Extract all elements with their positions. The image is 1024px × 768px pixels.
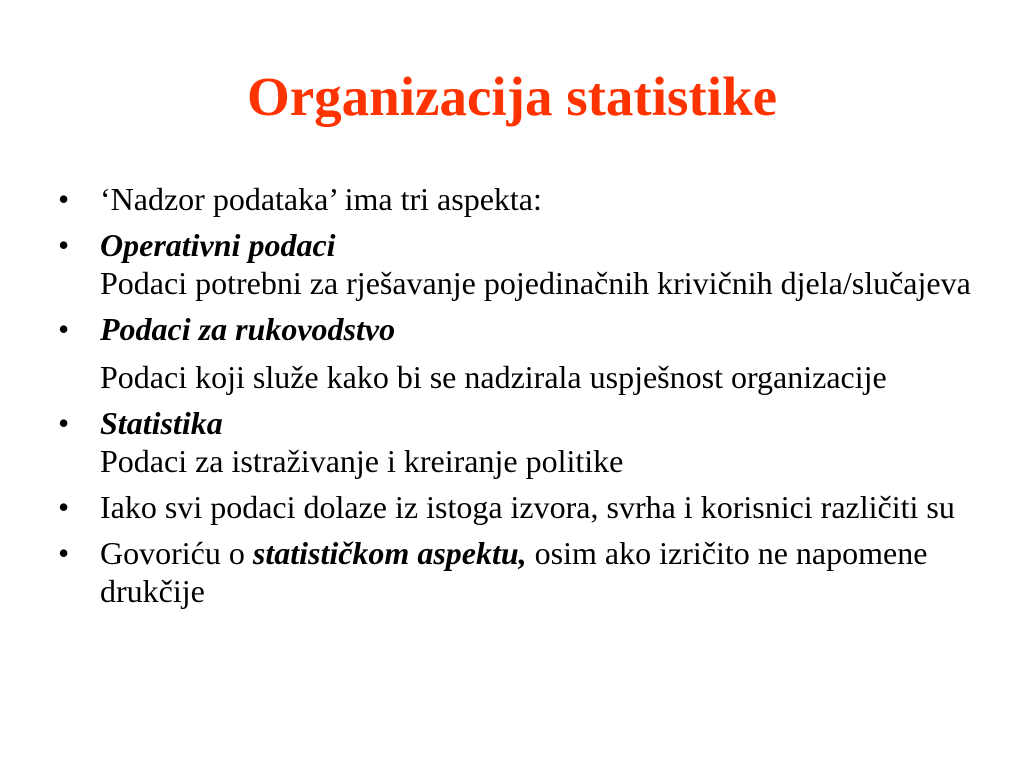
bullet-body: Podaci potrebni za rješavanje pojedinačnih krivičnih djela/slučajeva	[100, 265, 971, 301]
bullet-body: Podaci za istraživanje i kreiranje politike	[100, 443, 624, 479]
bullet-marker: •	[58, 405, 70, 441]
bullet-item-operational-data	[58, 226, 988, 302]
bullet-item-management-data	[58, 310, 988, 396]
bullet-text: ‘Nadzor podataka’ ima tri aspekta:	[100, 181, 542, 217]
bullet-item-statistical-aspect	[58, 534, 988, 610]
bullet-item-aspects	[58, 180, 988, 218]
bullet-list	[58, 180, 988, 618]
bullet-item-same-source	[58, 488, 988, 526]
bullet-text: Iako svi podaci dolaze iz istoga izvora, svrha i korisnici različiti su	[100, 489, 955, 525]
bullet-body: Podaci koji služe kako bi se nadzirala uspješnost organizacije	[100, 359, 887, 395]
bullet-marker: •	[58, 227, 70, 263]
bullet-suffix: osim ako izričito ne napomene drukčije	[100, 535, 928, 609]
bullet-marker: •	[58, 489, 70, 525]
bullet-marker: •	[58, 181, 70, 217]
bullet-heading: Operativni podaci	[100, 227, 336, 263]
bullet-emphasis: statističkom aspektu,	[252, 535, 527, 571]
bullet-item-statistics	[58, 404, 988, 480]
bullet-prefix: Govoriću o	[100, 535, 253, 571]
bullet-heading: Statistika	[100, 405, 223, 441]
bullet-marker: •	[58, 311, 70, 347]
bullet-marker: •	[58, 535, 70, 571]
slide-title: Organizacija statistike	[246, 66, 778, 127]
bullet-heading: Podaci za rukovodstvo	[100, 311, 396, 347]
